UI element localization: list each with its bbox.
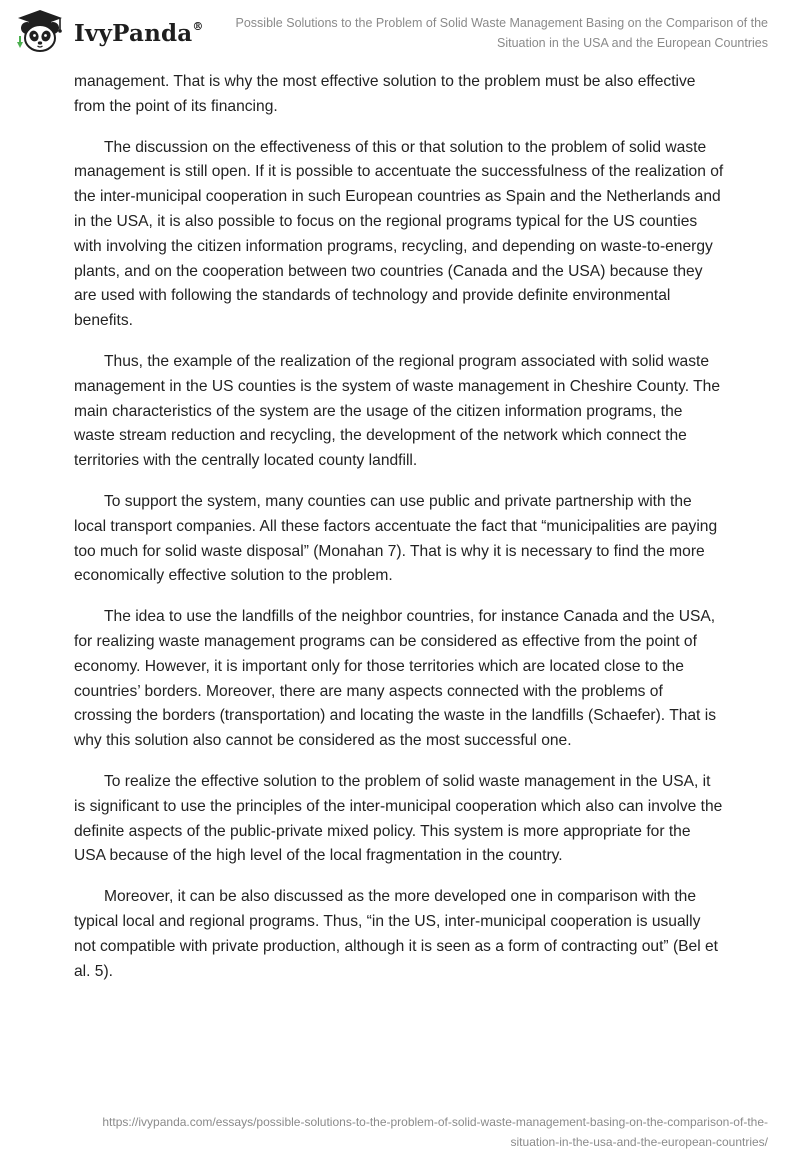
ivypanda-logo[interactable] (14, 8, 204, 56)
source-url-line: https://ivypanda.com/essays/possible-solutions-to-the-problem-of-solid-waste-management-basing-on-the-comparison-of-the- (102, 1115, 768, 1129)
document-title-line: Situation in the USA and the European Countries (496, 36, 768, 50)
essay-body (74, 70, 724, 1000)
brand-name: IvyPanda® (74, 19, 204, 47)
paragraph: management. That is why the most effective solution to the problem must be also effective from the point of its financing. (74, 73, 696, 115)
paragraph: To realize the effective solution to the problem of solid waste management in the USA, it is significant to use the principles of the inter-municipal cooperation which also can involve the definite aspects of the public-private mixed policy. This system is more appropriate for the USA because of the high level of the local fragmentation in the country. (74, 772, 723, 865)
page-header (0, 0, 800, 62)
paragraph: Moreover, it can be also discussed as the more developed one in comparison with the typical local and regional programs. Thus, “in the US, inter-municipal cooperation is usually not compatible with private production, although it is seen as a form of contracting out” (Bel et al. 5). (74, 888, 719, 980)
paragraph: To support the system, many counties can use public and private partnership with the local transport companies. All these factors accentuate the fact that “municipalities are paying too much for solid waste disposal” (Monahan 7). That is why it is necessary to find the more economically effective solution to the problem. (74, 492, 718, 585)
document-title (223, 13, 768, 53)
panda-graduate-icon (14, 8, 70, 56)
paragraph: Thus, the example of the realization of the regional program associated with solid waste management in the US counties is the system of waste management in Cheshire County. The main characteristics of the system are the usage of the citizen information programs, the waste stream reduction and recycling, the development of the network which connect the territories with the centrally located county landfill. (74, 352, 721, 470)
source-url[interactable] (68, 1112, 768, 1152)
paragraph: The idea to use the landfills of the neighbor countries, for instance Canada and the USA, for realizing waste management programs can be considered as effective from the point of economy. However, it is important only for those territories which are located close to the countries’ borders. Moreover, there are many aspects connected with the problems of crossing the borders (transportation) and locating the waste in the landfills (Schaefer). That is why this solution also cannot be considered as the most successful one. (74, 608, 716, 750)
source-url-line: situation-in-the-usa-and-the-european-countries/ (510, 1135, 768, 1149)
paragraph: The discussion on the effectiveness of this or that solution to the problem of solid waste management is still open. If it is possible to accentuate the successfulness of the realization of the inter-municipal cooperation in such European countries as Spain and the Netherlands and in the USA, it is also possible to focus on the regional programs typical for the US counties with involving the citizen information programs, recycling, and depending on waste-to-energy plants, and on the cooperation between two countries (Canada and the USA) because they are used with following the standards of technology and provide definite environmental benefits. (74, 138, 724, 330)
document-title-line: Possible Solutions to the Problem of Solid Waste Management Basing on the Comparison of the (235, 16, 768, 30)
